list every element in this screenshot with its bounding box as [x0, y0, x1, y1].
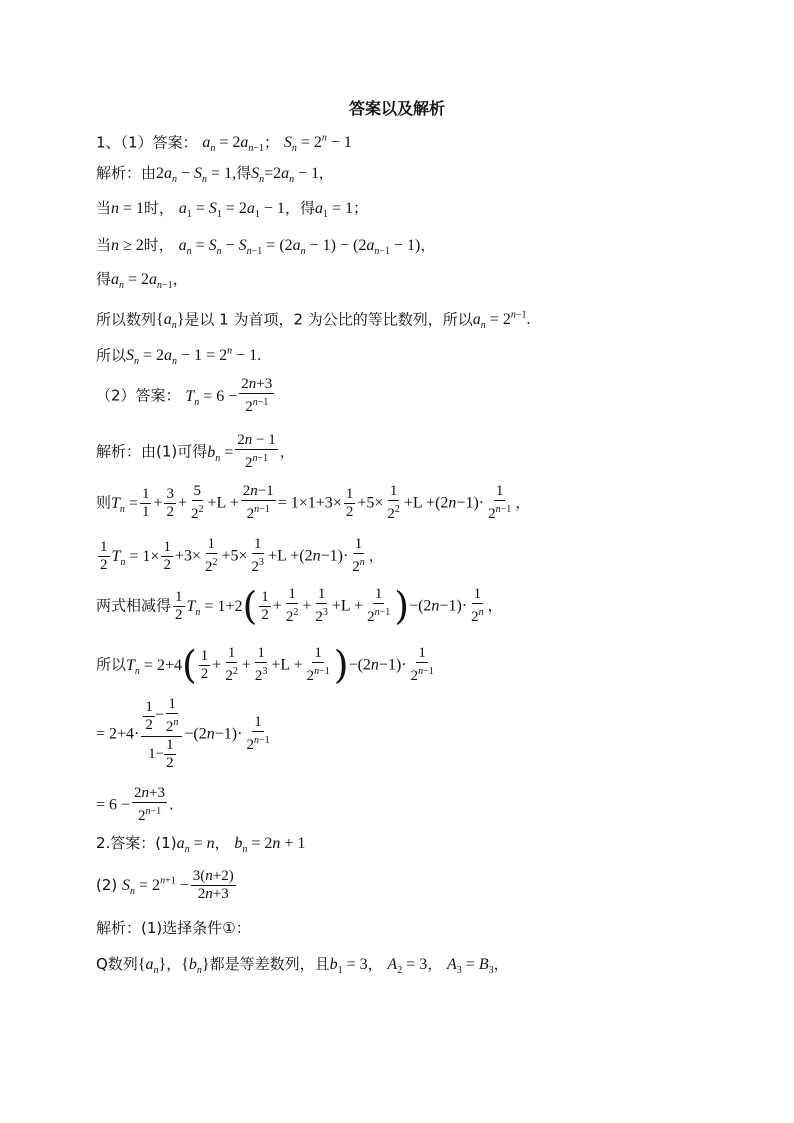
q2-solution: 解析：(1)选择条件①： — [96, 919, 251, 937]
q1-solution-line: 解析：由$2a_n - S_n = 1$,得$S_n=2a_n - 1$, — [96, 164, 324, 186]
formula-an: $a_n = 2a_{n-1}$ — [202, 134, 265, 155]
formula-sn: $S_n = 2^n - 1$ — [283, 133, 352, 155]
q1-answer-line: 1、（1）答案： $a_n = 2a_{n-1}$； $S_n = 2^n - 1$ — [96, 133, 352, 155]
q2-part2: (2) $S_n = 2^{n+1}$ − $\frac{3(n+2)}{2n+3}$ — [96, 868, 234, 902]
q1-tn-sum: 则$T_n$ = $\frac{1}{1}$ + $\frac{3}{2}$ + $\frac{5}{2^2}$ +L + $\frac{2n-1}{2^{n-1}}$ = 1×1+3× $\frac{1}{2}$ +5× $\frac{1}{2^2}$ +L +(2n−1)· $\frac{1}{2^{n-1}}$ ， — [96, 483, 531, 522]
q1-geometric-sum: = 2+4· $\frac{1}{2}$ − $\frac{1}{2^n}$ 1− $\frac{1}{2}$ −(2n−1)· $\frac{1}{2^{n-1}}$ — [96, 696, 270, 771]
q1-bn: 解析：由(1)可得$b_n$ = $\frac{2n - 1}{2^{n-1}}$ ， — [96, 432, 295, 471]
q1-half-tn: $\frac{1}{2}$ $T_n = 1\times$ $\frac{1}{2}$ +3× $\frac{1}{2^2}$ +5× $\frac{1}{2^3}$ +L +(2n−1)· $\frac{1}{2^n}$ ， — [100, 536, 384, 575]
page-title: 答案以及解析 — [348, 99, 445, 118]
q1-tn-expr: 所以$T_n = 2+4$( $\frac{1}{2}$ + $\frac{1}{2^2}$ + $\frac{1}{2^3}$ +L + $\frac{1}{2^{n-1}}$ )−(2n−1)· $\frac{1}{2^{n-1}}$ — [96, 643, 434, 687]
q1-answer-label: 1、（1）答案： — [96, 133, 198, 152]
q2-condition: Q数列$\{a_n\}$，$\{b_n\}$都是等差数列，且$b_1 = 3$， $A_2 = 3$， $A_3 = B_3$， — [96, 955, 509, 977]
q2-answer: 2.答案：$(1)a_n = n$， $b_n = 2n + 1$ — [96, 834, 306, 856]
q1-case-n1: 当n = 1时， $a_1 = S_1 = 2a_1 - 1$，得$a_1 = 1$； — [96, 199, 368, 221]
q1-conclusion: 所以数列$\{a_n\}$是以 1 为首项，2 为公比的等比数列，所以$a_n = 2^{n-1}$. — [96, 310, 531, 332]
q1-sn-result: 所以$S_n = 2a_n - 1 = 2^n - 1$. — [96, 346, 262, 368]
q1-case-n2: 当n ≥ 2时， $a_n = S_n - S_{n-1} = (2a_n - 1) - (2a_{n-1} - 1)$， — [96, 236, 436, 258]
q1-part2-answer: （2）答案： $T_n = 6$ − $\frac{2n+3}{2^{n-1}}$ — [96, 376, 273, 415]
q1-recurrence: 得$a_n = 2a_{n-1}$， — [96, 270, 188, 292]
q1-subtract: 两式相减得 $\frac{1}{2}$ $T_n = 1+2$( $\frac{1}{2}$ + $\frac{1}{2^2}$ + $\frac{1}{2^3}$ +L + $\frac{1}{2^{n-1}}$ )−(2n−1)· $\frac{1}{2^n}$ ， — [96, 584, 503, 628]
q1-final: = 6 − $\frac{2n+3}{2^{n-1}}$ . — [96, 785, 174, 824]
